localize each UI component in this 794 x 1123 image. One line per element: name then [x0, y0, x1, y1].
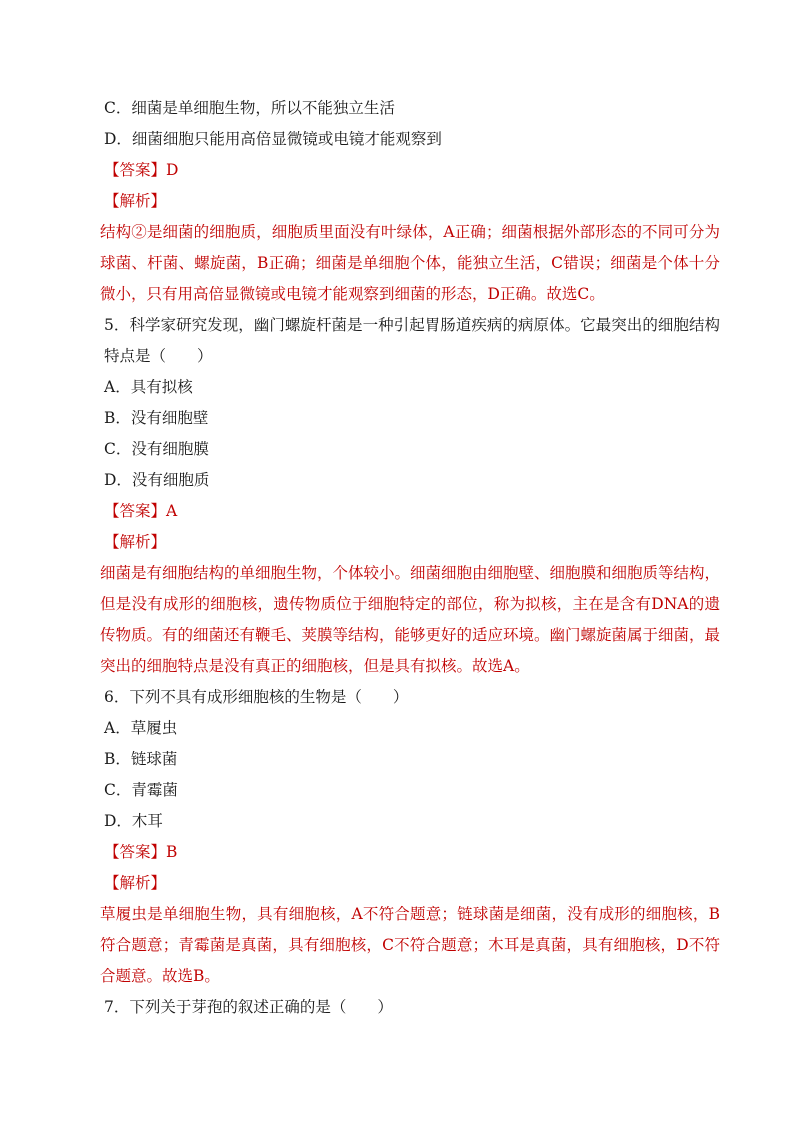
q5-analysis: 细菌是有细胞结构的单细胞生物，个体较小。细菌细胞由细胞壁、细胞膜和细胞质等结构，但是没有成形的细胞核，遗传物质位于细胞特定的部位，称为拟核，主在是含有DNA的遗传物质。有的细菌还有鞭毛、荚膜等结构，能够更好的适应环境。幽门螺旋菌属于细菌，最突出的细胞特点是没有真正的细胞核，但是具有拟核。故选A。 — [100, 564, 721, 675]
q5-stem: 5．科学家研究发现，幽门螺旋杆菌是一种引起胃肠道疾病的病原体。它最突出的细胞结构特点是（ ） — [104, 316, 720, 365]
q4-analysis: 结构②是细菌的细胞质，细胞质里面没有叶绿体，A正确；细菌根据外部形态的不同可分为球菌、杆菌、螺旋菌，B正确；细菌是单细胞个体，能独立生活，C错误；细菌是个体十分微小，只有用高倍显微镜或电镜才能观察到细菌的形态，D正确。故选C。 — [100, 223, 720, 303]
q4-answer — [100, 155, 720, 186]
q6-answer — [100, 837, 720, 868]
q6-option-c: C．青霉菌 — [104, 781, 178, 799]
q5-option-a: A．具有拟核 — [104, 378, 193, 396]
q5-analysis-tag: 【解析】 — [104, 533, 167, 551]
answer-tag: 【答案】 — [104, 843, 167, 861]
answer-value: B — [166, 843, 178, 861]
q6-stem: 6．下列不具有成形细胞核的生物是（ ） — [104, 688, 409, 706]
q7-stem: 7．下列关于芽孢的叙述正确的是（ ） — [104, 998, 393, 1016]
answer-value: D — [166, 161, 179, 179]
q4-option-c: C．细菌是单细胞生物，所以不能独立生活 — [104, 99, 395, 117]
document-content — [100, 93, 720, 1023]
q5-option-d: D．没有细胞质 — [104, 471, 210, 489]
answer-tag: 【答案】 — [104, 502, 167, 520]
answer-value: A — [166, 502, 178, 520]
q6-analysis: 草履虫是单细胞生物，具有细胞核，A不符合题意；链球菌是细菌，没有成形的细胞核，B符合题意；青霉菌是真菌，具有细胞核，C不符合题意；木耳是真菌，具有细胞核，D不符合题意。故选B。 — [100, 905, 720, 985]
q6-option-d: D．木耳 — [104, 812, 163, 830]
answer-tag: 【答案】 — [104, 161, 167, 179]
q5-answer — [100, 496, 720, 527]
q6-option-a: A．草履虫 — [104, 719, 178, 737]
q5-option-c: C．没有细胞膜 — [104, 440, 209, 458]
q4-analysis-tag: 【解析】 — [104, 192, 167, 210]
q6-analysis-tag: 【解析】 — [104, 874, 167, 892]
q5-option-b: B．没有细胞壁 — [104, 409, 209, 427]
q6-option-b: B．链球菌 — [104, 750, 178, 768]
q4-option-d: D．细菌细胞只能用高倍显微镜或电镜才能观察到 — [104, 130, 442, 148]
